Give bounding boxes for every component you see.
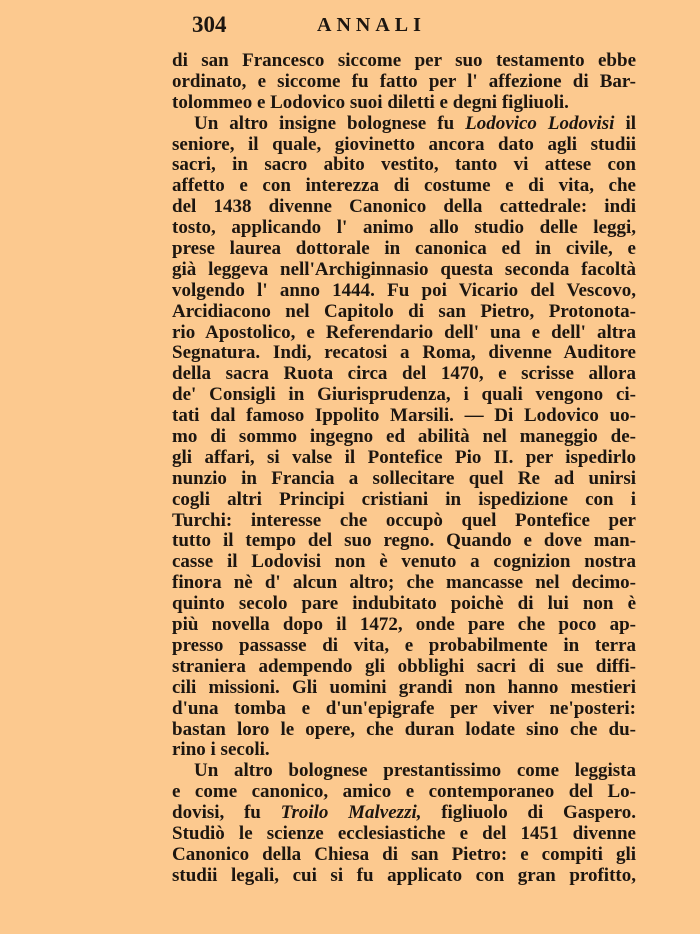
text-line-content: prese laurea dottorale in canonica ed in civile, e [172, 238, 636, 260]
text-line [172, 761, 636, 782]
text-line-content: il [614, 112, 636, 134]
text-line [172, 573, 636, 594]
text-line [172, 720, 636, 741]
text-line-content: volgendo l' anno 1444. Fu poi Vicario del Vescovo, [172, 279, 636, 301]
text-line-content: del 1438 divenne Canonico della cattedrale: indi [172, 196, 636, 218]
text-line [172, 343, 636, 364]
text-line [172, 406, 636, 427]
text-line [172, 114, 636, 135]
italic-name: Lodovico Lodovisi [465, 112, 615, 134]
text-line [172, 531, 636, 552]
text-line [172, 469, 636, 490]
text-line-content: più novella dopo il 1472, onde pare che poco ap- [172, 614, 636, 636]
text-line [172, 845, 636, 866]
text-line-content: cili missioni. Gli uomini grandi non hanno mestieri [172, 676, 636, 698]
text-line-content: gli affari, si valse il Pontefice Pio II. per ispedirlo [172, 446, 636, 468]
text-line-content: Un altro bolognese prestantissimo come leggista [194, 760, 636, 782]
text-line-content: cogli altri Principi cristiani in ispedizione con i [172, 488, 636, 510]
text-line-content: Studiò le scienze ecclesiastiche e del 1451 divenne [172, 822, 636, 844]
text-line [172, 281, 636, 302]
text-line [172, 323, 636, 344]
text-line-content: tosto, applicando l' animo allo studio delle leggi, [172, 217, 636, 239]
text-line-content: e come canonico, amico e contemporaneo del Lo- [172, 781, 636, 803]
text-line [172, 385, 636, 406]
text-line-content: della sacra Ruota circa del 1470, e scrisse allora [172, 363, 636, 385]
text-line-content: già leggeva nell'Archiginnasio questa seconda facoltà [172, 258, 636, 280]
text-line [172, 490, 636, 511]
text-line [172, 364, 636, 385]
text-line [172, 636, 636, 657]
text-line [172, 260, 636, 281]
text-line [172, 740, 636, 761]
text-line-content: tati dal famoso Ippolito Marsili. — Di Lodovico uo- [172, 405, 636, 427]
text-line-content: Un altro insigne bolognese fu [194, 112, 466, 134]
text-line [172, 657, 636, 678]
text-line [172, 448, 636, 469]
text-line-content: rino i secoli. [172, 739, 270, 761]
text-line [172, 218, 636, 239]
text-line-content: tolommeo e Lodovico suoi diletti e degni figliuoli. [172, 91, 569, 113]
text-line-content: quinto secolo pare indubitato poichè di lui non è [172, 593, 636, 615]
text-line [172, 803, 636, 824]
text-line [172, 51, 636, 72]
text-line-content: bastan loro le opere, che duran lodate sino che du- [172, 718, 636, 740]
text-line [172, 678, 636, 699]
text-line [172, 782, 636, 803]
text-line [172, 552, 636, 573]
text-line-content: di san Francesco siccome per suo testamento ebbe [172, 50, 636, 71]
text-line [172, 93, 636, 114]
text-line-content: mo di sommo ingegno ed abilità nel maneggio de- [172, 426, 636, 448]
text-line-content: Segnatura. Indi, recatosi a Roma, divenne Auditore [172, 342, 636, 364]
text-line-content: Turchi: interesse che occupò quel Pontefice per [172, 509, 636, 531]
text-line [172, 72, 636, 93]
page-header [172, 12, 642, 42]
text-line-content: Arcidiacono nel Capitolo di san Pietro, Protonota- [172, 300, 636, 322]
text-line-content: dovisi, fu [172, 802, 281, 824]
text-line [172, 239, 636, 260]
text-line-content: straniera adempendo gli obblighi sacri di sue diffi- [172, 655, 636, 677]
text-line [172, 155, 636, 176]
text-line-content: affetto e con interezza di costume e di vita, che [172, 175, 636, 197]
text-line [172, 699, 636, 720]
body-text [172, 51, 636, 887]
italic-name: Troilo Malvezzi, [280, 802, 422, 824]
text-line-content: figliuolo di Gaspero. [421, 802, 636, 824]
text-line [172, 615, 636, 636]
text-line [172, 427, 636, 448]
text-line-content: de' Consigli in Giurisprudenza, i quali vengono ci- [172, 384, 636, 406]
text-line-content: presso passasse di vita, e probabilmente in terra [172, 634, 636, 656]
text-line [172, 135, 636, 156]
text-line [172, 511, 636, 532]
text-line-content: ordinato, e siccome fu fatto per l' affezione di Bar- [172, 70, 636, 92]
text-line [172, 824, 636, 845]
text-line-content: sacri, in sacro abito vestito, tanto vi attese con [172, 154, 636, 176]
page-number: 304 [192, 12, 227, 37]
text-line [172, 866, 636, 887]
text-line-content: d'una tomba e d'un'epigrafe per viver ne'posteri: [172, 697, 636, 719]
text-line-content: Canonico della Chiesa di san Pietro: e compiti gli [172, 843, 636, 865]
text-line-content: tutto il tempo del suo regno. Quando e dove man- [172, 530, 636, 552]
text-line-content: seniore, il quale, giovinetto ancora dato agli studii [172, 133, 636, 155]
text-line-content: studii legali, cui si fu applicato con gran profitto, [172, 864, 636, 886]
text-line-content: rio Apostolico, e Referendario dell' una e dell' altra [172, 321, 636, 343]
text-line [172, 176, 636, 197]
running-head: ANNALI [317, 14, 426, 36]
text-line-content: finora nè d' alcun altro; che mancasse nel decimo- [172, 572, 636, 594]
text-line-content: casse il Lodovisi non è venuto a cognizion nostra [172, 551, 636, 573]
text-line [172, 197, 636, 218]
text-line-content: nunzio in Francia a sollecitare quel Re ad unirsi [172, 467, 636, 489]
text-line [172, 594, 636, 615]
text-line [172, 302, 636, 323]
